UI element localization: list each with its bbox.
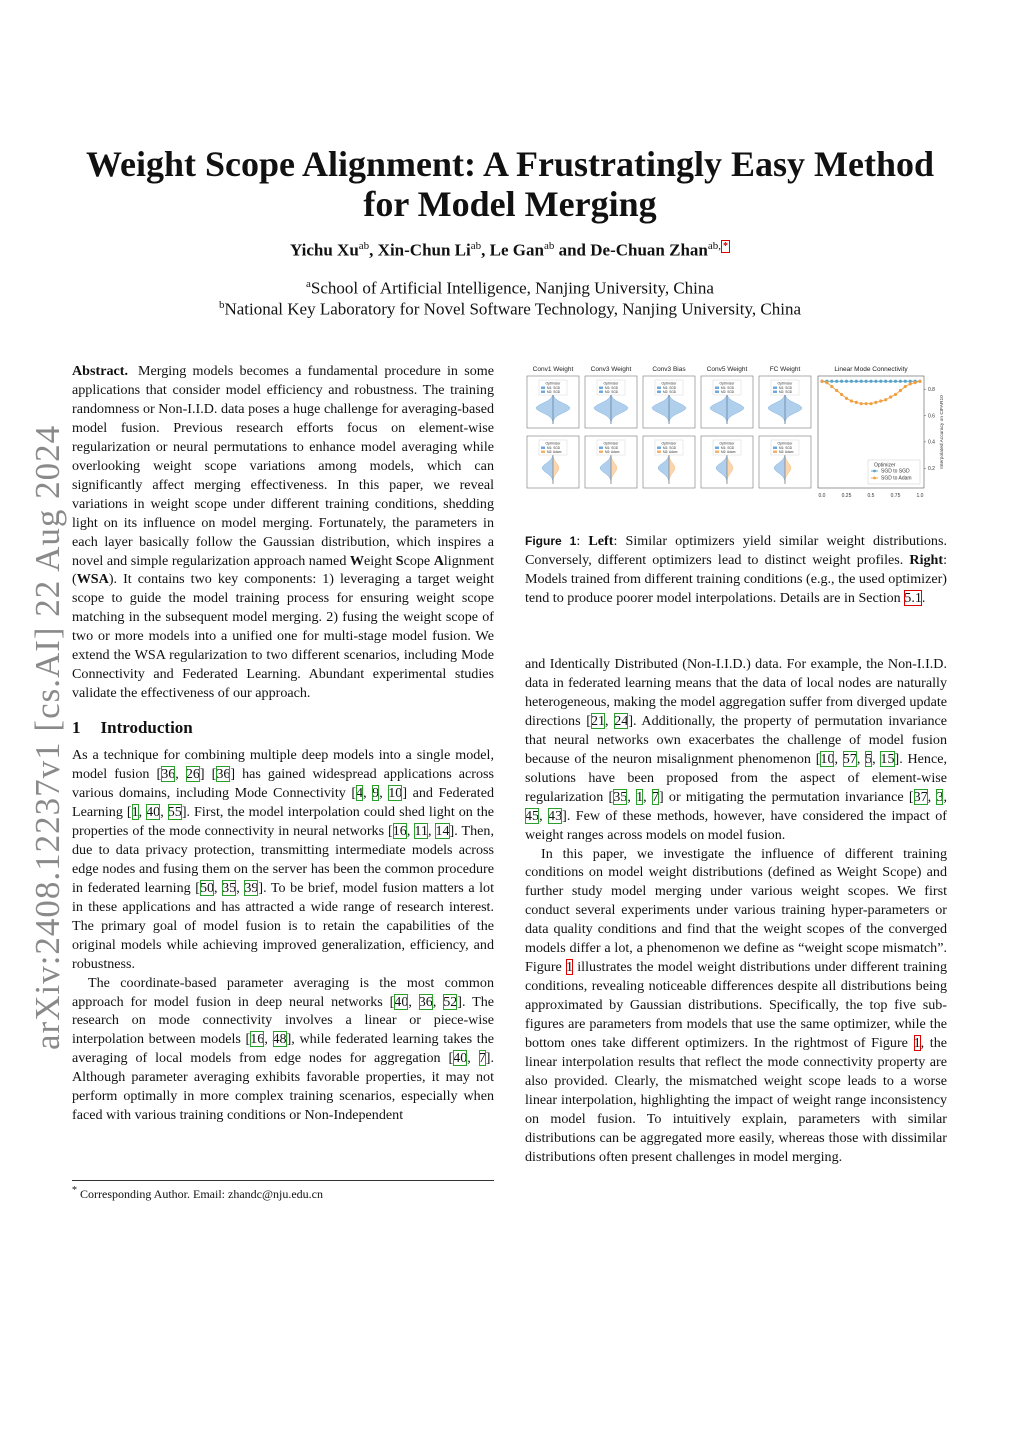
citation-link[interactable]: 50 (199, 879, 215, 896)
citation-link[interactable]: 48 (272, 1031, 287, 1048)
legend-label: M2: SGD (663, 390, 677, 394)
citation-link[interactable]: 57 (842, 750, 857, 767)
legend-label: M2: SGD (779, 390, 793, 394)
citation-link[interactable]: 9 (372, 785, 380, 802)
citation-link[interactable]: 35 (613, 788, 628, 805)
acronym-letter: A (433, 552, 444, 569)
data-point (835, 380, 838, 383)
x-tick-label: 0.5 (867, 493, 875, 499)
text-run: . To be brief, model fusion matters a lot in these applications and has attracted a wide range of research interest. The primary goal of model fusion is to retain the capabilities of the original models while achieving improved generalization, efficiency, and robustness. (72, 879, 495, 972)
legend-label: M1: SGD (721, 446, 735, 450)
left-column (72, 362, 494, 1125)
y-tick-label: 0.8 (928, 386, 935, 393)
panel-title: Conv3 Bias (652, 366, 686, 373)
citation-link[interactable]: 35 (222, 879, 237, 896)
x-tick-label: 0.0 (818, 493, 826, 499)
section-heading (72, 719, 494, 738)
legend-label: M1: SGD (721, 386, 735, 390)
acronym-rest: lignment ( (72, 552, 494, 588)
text-run: The coordinate-based parameter averaging is the most common approach for model fusion in deep neural networks (72, 974, 494, 1010)
chart-legend-label: SGD to Adam (881, 475, 912, 482)
affiliation-text: National Key Laboratory for Novel Software Technology, Nanjing University, China (224, 299, 801, 319)
citation-link[interactable]: 1 (131, 803, 139, 820)
author-sep: and (554, 240, 591, 260)
data-point (869, 380, 872, 383)
x-tick-label: 1.0 (916, 493, 924, 499)
corresponding-author-link[interactable]: * (723, 241, 729, 252)
text-run: . First, the model interpolation could shed light on the properties of the mode connectivity in neural networks (72, 803, 495, 839)
data-point (865, 380, 868, 383)
citation-link[interactable]: 39 (244, 879, 259, 896)
legend-label: M2: SGD (605, 390, 619, 394)
citation-link[interactable]: 55 (167, 803, 182, 820)
section-title: Introduction (100, 718, 193, 738)
text-run: illustrates the model weight distributions under different training conditions, revealing noticeable differences despite all distributions being approximated by Gaussian distributions. Specifically, the top five sub-figures are parameters from models that use the same optimizer, while the bottom ones take different optimizers. In the rightmost of Figure (525, 959, 947, 1052)
y-axis-label: Interpolated Accuracy on CIFAR10 (940, 395, 945, 469)
x-tick-label: 0.25 (841, 493, 852, 499)
data-point (865, 402, 868, 405)
data-point (860, 402, 863, 405)
citation-link[interactable]: 43 (548, 807, 563, 824)
legend-title: Optimizer (545, 381, 561, 386)
acronym-letter: W (349, 552, 364, 569)
data-point (904, 385, 907, 388)
author-sep: , (369, 240, 378, 260)
figure-caption: Figure 1: Left: Similar optimizers yield similar weight distributions. Conversely, different optimizers lead to distinct weight profiles. Right: Models trained from different training conditions (e.g., the used optimizer) tend to produce poorer model interpolations. Details are in Section 5.1. (525, 533, 947, 606)
citation-link[interactable]: 7 (651, 788, 659, 805)
author-sup: ab (470, 240, 482, 252)
legend-swatch (773, 391, 777, 394)
data-point (874, 380, 877, 383)
citation-link[interactable]: 10 (820, 750, 835, 767)
legend-swatch (541, 447, 545, 450)
author-name: Xin-Chun Li (377, 240, 471, 260)
data-point (874, 401, 877, 404)
acronym-rest: eight (364, 552, 396, 569)
text-run: . Hence, solutions have been proposed from the aspect of element-wise regularization (525, 750, 947, 805)
citation-link[interactable]: 7 (478, 1050, 486, 1067)
author-sep: , (481, 240, 490, 260)
legend-title: Optimizer (777, 441, 793, 446)
legend-title: Optimizer (719, 381, 735, 386)
legend-label: M1: SGD (779, 446, 793, 450)
citation-link[interactable]: 40 (146, 803, 161, 820)
legend-label: M1: SGD (547, 386, 561, 390)
body-paragraph-1: and Identically Distributed (Non-I.I.D.) data. For example, the Non-I.I.D. data in federated learning means that the data of local nodes are naturally heterogeneous, making the model aggregation suffer from diverged update directions [21, 24]. Additionally, the property of permutation invariance that neural networks own exacerbates the challenge of model fusion because of the neuron misalignment phenomenon [10, 57, 5, 15]. Hence, solutions have been proposed from the aspect of element-wise regularization [35, 1, 7] or mitigating the permutation invariance [37, 3, 45, 43]. Few of these methods, however, have considered the impact of weight ranges across models on model fusion. (525, 656, 948, 843)
citation-link[interactable]: 26 (185, 766, 200, 783)
intro-paragraph-2: The coordinate-based parameter averaging is the most common approach for model fusion in deep neural networks [40, 36, 52]. The research on mode connectivity involves a linear or piece-wise interpolation between models [16, 48], while federated learning takes the averaging of local models from edge nodes for aggregation [40, 7]. Although parameter averaging exhibits favorable properties, it may not perform optimally in more complex training scenarios, especially when faced with various training conditions or Non-Independent (72, 974, 495, 1124)
affiliation-b (60, 299, 960, 320)
legend-title: Optimizer (545, 441, 561, 446)
data-point (889, 395, 892, 398)
citation-link[interactable]: 21 (590, 712, 606, 729)
legend-title: Optimizer (661, 441, 677, 446)
abstract (72, 362, 494, 703)
legend-title: Optimizer (777, 381, 793, 386)
legend-label: M1: SGD (605, 446, 619, 450)
author-sup: ab (358, 240, 370, 252)
legend-swatch (773, 451, 777, 454)
text-run: As a technique for combining multiple deep models into a single model, model fusion (72, 747, 494, 783)
citation-link[interactable]: 40 (453, 1050, 468, 1067)
abstract-text: Merging models becomes a fundamental procedure in some applications that consider model efficiency and robustness. The training randomness or Non-I.I.D. data poses a huge challenge for averaging-based model fusion. Previous research efforts focus on element-wise regularization or neural permutations to enhance model averaging while overlooking weight scope variations among models, which can significantly affect merging effectiveness. In this paper, we reveal variations in weight scope under different training conditions, shedding light on its influence on model merging. Fortunately, the parameters in each layer basically follow the Gaussian distribution, which inspires a novel and simple regularization approach named (72, 363, 494, 569)
caption-text: : Models trained from different training conditions (e.g., the used optimizer) tend to produce poorer model interpolations. Details are in Section (525, 552, 947, 606)
citation-link[interactable]: 5 (865, 750, 873, 767)
legend-swatch (541, 391, 545, 394)
figure-ref-link[interactable]: 1 (913, 1035, 921, 1052)
arxiv-stamp[interactable]: arXiv:2408.12237v1 [cs.AI] 22 Aug 2024 (28, 424, 67, 1050)
legend-label: M1: SGD (663, 446, 677, 450)
citation-link[interactable]: 16 (392, 822, 407, 839)
data-point (830, 385, 833, 388)
chart-legend-label: SGD to SGD (881, 468, 910, 475)
legend-swatch (657, 447, 661, 450)
legend-swatch (773, 447, 777, 450)
citation-link[interactable]: 40 (394, 993, 409, 1010)
data-point (855, 401, 858, 404)
panel-title: Conv1 Weight (532, 366, 574, 373)
text-run: and Federated Learning (72, 785, 495, 820)
text-run: or mitigating the permutation invariance (663, 788, 909, 805)
citation-link[interactable]: 36 (216, 766, 231, 783)
legend-label: M2: Adam (721, 450, 736, 454)
legend-swatch (715, 447, 719, 450)
text-run: and Identically Distributed (Non-I.I.D.) data. For example, the Non-I.I.D. data in federated learning means that the data of local nodes are naturally heterogeneous, making the model aggregation suffer from diverged update directions (525, 656, 947, 729)
citation-link[interactable]: 3 (936, 788, 944, 805)
text-run: . Although parameter averaging exhibits favorable properties, it may not perform optimally in more complex training scenarios, especially when faced with various training conditions or Non-Independent (72, 1050, 494, 1124)
data-point (845, 397, 848, 400)
author-name: Yichu Xu (289, 240, 359, 260)
legend-label: M2: Adam (779, 450, 794, 454)
right-column (525, 655, 947, 1167)
legend-title: Optimizer (603, 381, 619, 386)
data-point (825, 381, 828, 384)
y-tick-label: 0.2 (928, 466, 935, 473)
y-tick-label: 0.4 (928, 439, 935, 446)
legend-swatch (773, 387, 777, 390)
legend-swatch (541, 387, 545, 390)
title-line-2: for Model Merging (363, 184, 657, 224)
data-point (835, 389, 838, 392)
text-run: . Then, due to data privacy protection, transmitting intermediate models across edge nodes and fusing them on the server has been the common procedure in federated learning (72, 822, 494, 896)
y-tick-label: 0.6 (928, 413, 935, 420)
author-sup: ab, (707, 240, 722, 252)
panel-title: Conv3 Weight (590, 366, 632, 373)
data-point (840, 380, 843, 383)
legend-swatch (599, 387, 603, 390)
data-point (855, 380, 858, 383)
citation-link[interactable]: 16 (250, 1031, 265, 1048)
citation-link[interactable]: 37 (913, 788, 928, 805)
legend-swatch (715, 451, 719, 454)
legend-label: M2: SGD (721, 390, 735, 394)
data-point (879, 399, 882, 402)
legend-label: M1: SGD (605, 386, 619, 390)
legend-label: M1: SGD (663, 386, 677, 390)
legend-swatch (599, 447, 603, 450)
citation-link[interactable]: 1 (636, 788, 644, 805)
data-point (860, 380, 863, 383)
panel-title: Conv5 Weight (706, 366, 748, 373)
footnote-rule (72, 1180, 494, 1181)
affiliation-a (60, 278, 960, 299)
legend-label: M2: Adam (547, 450, 562, 454)
text-run: . Few of these methods, however, have considered the impact of weight ranges across models on model fusion. (525, 807, 947, 843)
citation-link[interactable]: 52 (443, 993, 458, 1010)
text-run: has gained widespread applications across various domains, including Mode Connectivity (72, 766, 494, 802)
data-point (909, 382, 912, 385)
footnote-text: Corresponding Author. Email: zhandc@nju.edu.cn (80, 1187, 324, 1201)
data-point (894, 380, 897, 383)
legend-swatch (715, 387, 719, 390)
legend-swatch (657, 391, 661, 394)
citation-link[interactable]: 14 (435, 822, 450, 839)
text-run: In this paper, we investigate the influence of different training conditions on model weight distributions (defined as Weight Scope) and further study model merging under various weight scopes. We first conduct several experiments under various training hyper-parameters or data quality conditions and find that the weight scopes of the converged models differ a lot, a phenomenon we define as “weight scope mismatch”. Figure (525, 845, 947, 976)
legend-label: M1: SGD (547, 446, 561, 450)
section-ref-link[interactable]: 5.1 (904, 590, 922, 606)
data-point (850, 380, 853, 383)
author-list (60, 240, 960, 261)
legend-label: M2: SGD (547, 390, 561, 394)
data-point (879, 380, 882, 383)
legend-title: Optimizer (661, 381, 677, 386)
author-sup: ab (543, 240, 555, 252)
text-run: , the linear interpolation results that reflect the mode connectivity property are also provided. Clearly, the mismatched weight scope leads to a worse linear interpolation, highlighting the impact of weight range inconsistency on model fusion. To intuitively explain, parameters with similar distributions can be aggregated more easily, whereas those with dissimilar distributions often present challenges in model merging. (525, 1035, 948, 1165)
citation-link[interactable]: 45 (525, 807, 540, 824)
legend-label: M1: SGD (779, 386, 793, 390)
caption-text: . (921, 590, 926, 606)
figure-1 (525, 362, 950, 502)
data-point (845, 380, 848, 383)
author-name: De-Chuan Zhan (590, 240, 708, 260)
caption-left: Left (588, 533, 614, 549)
citation-link[interactable]: 36 (161, 766, 176, 783)
acronym-letter: S (395, 552, 404, 569)
author-name: Le Gan (489, 240, 544, 260)
wsa-acronym: WSA (76, 571, 109, 588)
affiliation-text: School of Artificial Intelligence, Nanjing University, China (310, 278, 714, 298)
caption-right: Right (909, 552, 944, 568)
abstract-text-2: ). It contains two key components: 1) leveraging a target weight scope to guide the model training process for ensuring weight scope matching in the subsequent model merging. 2) fusing the weight scope of two or more models into a unified one for multi-stage model fusion. We extend the WSA regularization to two different scenarios, including Mode Connectivity and Federated Learning. Abundant experimental studies validate the effectiveness of our approach. (72, 571, 494, 702)
abstract-label: Abstract. (72, 363, 128, 379)
text-run: , while federated learning takes the averaging of local models from edge nodes for aggregation (72, 1031, 494, 1067)
acronym-rest: cope (403, 552, 434, 569)
citation-link[interactable]: 11 (414, 822, 428, 839)
caption-text: : Similar optimizers yield similar weight distributions. Conversely, different optimizers lead to distinct weight profiles. (525, 533, 947, 568)
legend-swatch (715, 391, 719, 394)
data-point (840, 393, 843, 396)
legend-swatch (657, 451, 661, 454)
panel-title: FC Weight (769, 366, 801, 373)
text-run: . The research on mode connectivity involves a linear or piece-wise interpolation between models (72, 993, 495, 1048)
text-run: . Additionally, the property of permutation invariance that neural networks own exacerbates the challenge of model fusion because of the neuron misalignment phenomenon (525, 712, 948, 767)
affiliation-sup: a (306, 278, 311, 290)
footnote (72, 1185, 494, 1202)
chart-legend-marker (873, 477, 876, 480)
footnote-mark: * (72, 1185, 77, 1196)
data-point (894, 393, 897, 396)
intro-paragraph-1: As a technique for combining multiple deep models into a single model, model fusion [36, 26] [36] has gained widespread applications across various domains, including Mode Connectivity [4, 9, 10] and Federated Learning [1, 40, 55]. First, the model interpolation could shed light on the properties of the mode connectivity in neural networks [16, 11, 14]. Then, due to data privacy protection, transmitting intermediate models across edge nodes and fusing them on the server has been the common procedure in federated learning [50, 35, 39]. To be brief, model fusion matters a lot in these applications and has attracted a wide range of research interest. The primary goal of model fusion is to retain the capabilities of the original models while achieving improved generalization, efficiency, and robustness. (72, 747, 495, 972)
data-point (869, 402, 872, 405)
chart-legend-marker (873, 470, 876, 473)
data-point (904, 380, 907, 383)
data-point (884, 380, 887, 383)
citation-link[interactable]: 36 (418, 993, 433, 1010)
data-point (899, 389, 902, 392)
legend-swatch (599, 391, 603, 394)
citation-link[interactable]: 4 (356, 785, 364, 802)
body-paragraph-2 (525, 845, 947, 1167)
legend-title: Optimizer (719, 441, 735, 446)
legend-label: M2: Adam (605, 450, 620, 454)
data-point (884, 398, 887, 401)
chart-title: Linear Mode Connectivity (834, 366, 908, 373)
data-point (820, 380, 823, 383)
title-line-1: Weight Scope Alignment: A Frustratingly Easy Method (85, 144, 935, 184)
affiliation-sup: b (218, 299, 225, 311)
citation-link[interactable]: 10 (388, 785, 403, 802)
data-point (914, 381, 917, 384)
legend-swatch (599, 451, 603, 454)
x-tick-label: 0.75 (890, 493, 901, 499)
data-point (918, 380, 921, 383)
data-point (899, 380, 902, 383)
data-point (830, 380, 833, 383)
figure-ref-link[interactable]: 1 (566, 959, 574, 976)
chart-legend-title: Optimizer (874, 462, 896, 469)
legend-label: M2: Adam (663, 450, 678, 454)
section-number: 1 (72, 718, 81, 738)
legend-swatch (541, 451, 545, 454)
citation-link[interactable]: 15 (880, 750, 895, 767)
data-point (850, 399, 853, 402)
data-point (889, 380, 892, 383)
figure-label: Figure 1 (525, 534, 577, 548)
paper-title (60, 144, 960, 224)
citation-link[interactable]: 24 (614, 712, 629, 729)
legend-swatch (657, 387, 661, 390)
legend-title: Optimizer (603, 441, 619, 446)
